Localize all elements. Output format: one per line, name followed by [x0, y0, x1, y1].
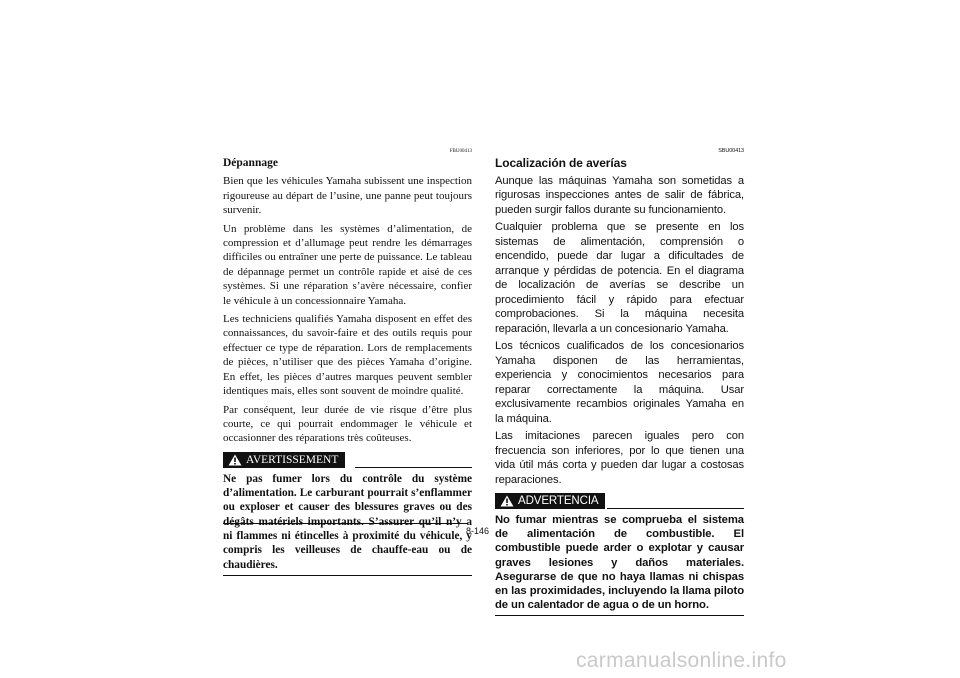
paragraph: Los técnicos cualificados de los concesionarios Yamaha disponen de las herramientas, experiencia y conocimientos necesarios para reparar correctamente la máquina. Usar exclusivamente recambios originales Yamaha en la máquina.: [495, 340, 744, 425]
paragraph: Par conséquent, leur durée de vie risque d’être plus courte, ce qui pourrait endommager le véhicule et occasionner des réparations très coûteuses.: [223, 403, 472, 445]
warning-label: AVERTISSEMENT: [246, 453, 339, 466]
french-column: [223, 148, 472, 576]
section-code: FBU00413: [449, 149, 472, 154]
warning-triangle-icon: [228, 454, 242, 466]
page-bottom-rule: [223, 523, 467, 524]
paragraph: Aunque las máquinas Yamaha son sometidas a rigurosas inspecciones antes de salir de fábrica, pueden surgir fallos durante su funcionamiento.: [495, 174, 744, 216]
paragraph: Un problème dans les systèmes d’alimentation, de compression et d’allumage peut rendre les démarrages difficiles ou entraîner une perte de puissance. Le tableau de dépannage permet un contrôle rapide et aisé de ces systèmes. Si une réparation s’avère nécessaire, confier le véhicule à un concessionnaire Yamaha.: [223, 222, 472, 307]
warning-badge: [495, 493, 605, 509]
page-number: 8-146: [466, 526, 490, 536]
section-code: SBU00413: [718, 148, 744, 154]
spanish-column: [495, 148, 744, 616]
warning-rule: [355, 467, 472, 468]
warning-rule: [607, 508, 744, 509]
warning-text: No fumar mientras se comprueba el sistema de alimentación de combustible. El combustible puede arder o explotar y causar graves lesiones y daños materiales. Asegurarse de que no haya llamas ni chispas en las proximidades, incluyendo la llama piloto de un calentador de agua o de un horno.: [495, 513, 744, 616]
paragraph: Bien que les véhicules Yamaha subissent une inspection rigoureuse au départ de l’usine, une panne peut toujours survenir.: [223, 175, 472, 217]
warning-header: [223, 452, 472, 470]
section-title: Dépannage: [223, 157, 278, 169]
paragraph: Las imitaciones parecen iguales pero con frecuencia son inferiores, por lo que tienen una vida útil más corta y pueden dar lugar a costosas reparaciones.: [495, 430, 744, 486]
paragraph: Cualquier problema que se presente en los sistemas de alimentación, comprensión o encendido, puede dar lugar a dificultades de arranque y pérdidas de potencia. En el diagrama de localización de averías se describe un procedimiento fácil y rápido para efectuar comprobaciones. Si la máquina necesita reparación, llevarla a un concesionario Yamaha.: [495, 221, 744, 335]
warning-header: [495, 493, 744, 511]
warning-badge: [223, 452, 345, 468]
warning-triangle-icon: [500, 495, 514, 507]
section-title: Localización de averías: [495, 156, 627, 170]
warning-label: ADVERTENCIA: [518, 494, 599, 507]
warning-text: Ne pas fumer lors du contrôle du système d’alimentation. Le carburant pourrait s’enflammer ou exploser et causer des blessures graves ou des dégâts matériels importants. S’assurer qu’il n’y a ni flammes ni étincelles à proximité du véhicule, y compris les veilleuses de chauffe-eau ou de chaudières.: [223, 472, 472, 576]
paragraph: Les techniciens qualifiés Yamaha disposent en effet des connaissances, du savoir-faire et des outils requis pour effectuer ce type de réparation. Lors de remplacements de pièces, n’utiliser que des pièces Yamaha d’origine. En effet, les pièces d’autres marques peuvent sembler identiques mais, elles sont souvent de moindre qualité.: [223, 313, 472, 398]
watermark: carmanualsonline.info: [576, 649, 787, 672]
